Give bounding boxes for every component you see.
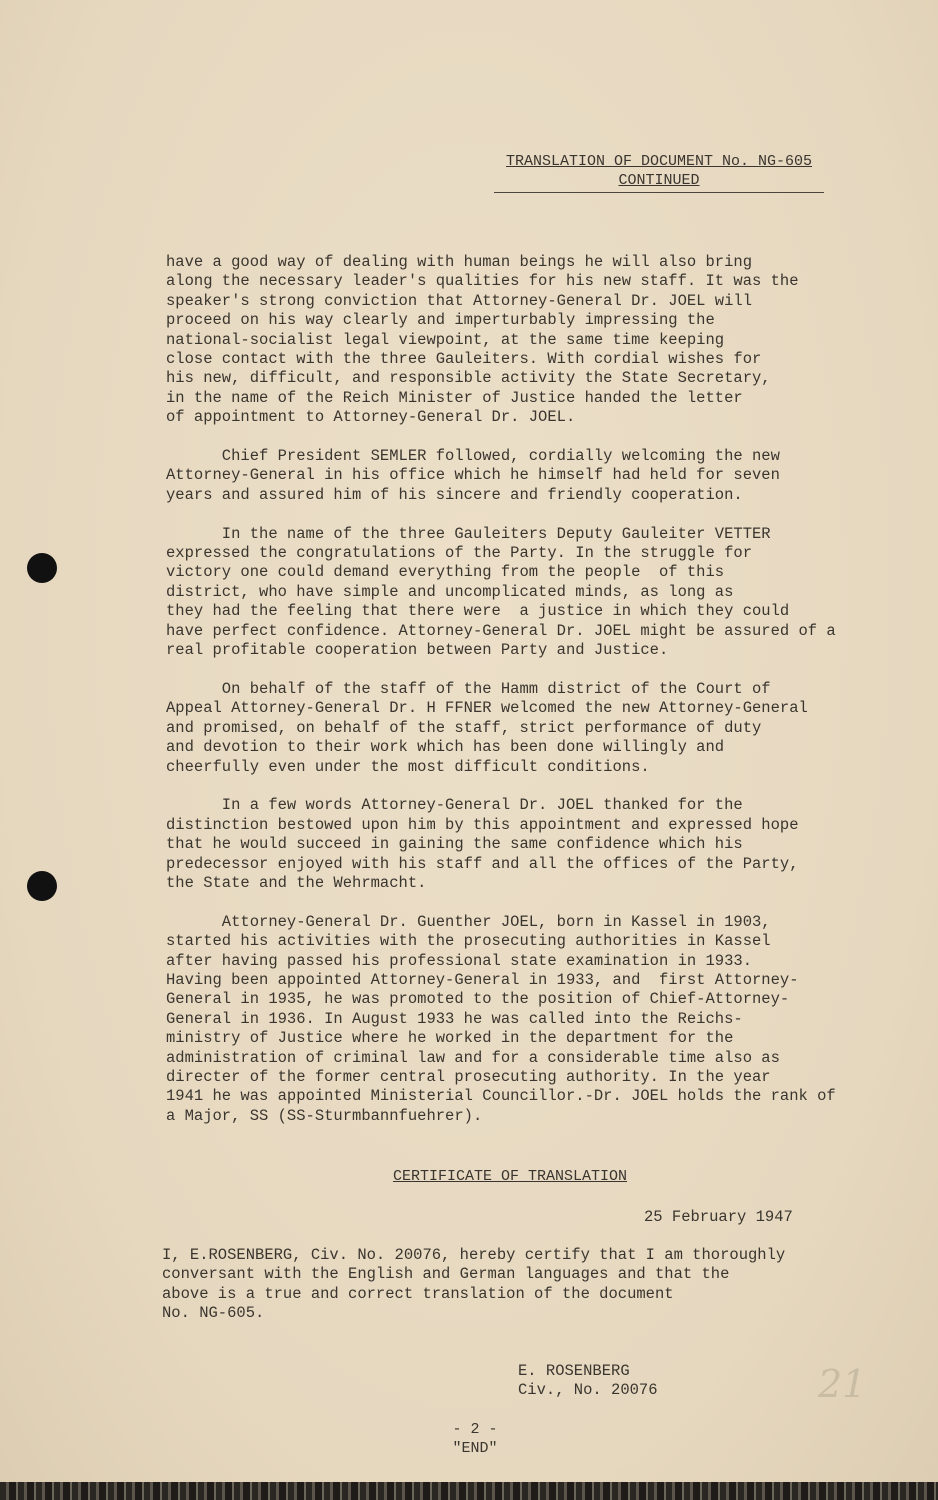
scan-edge-strip (0, 1482, 938, 1500)
document-body (166, 253, 866, 1146)
certificate-title: CERTIFICATE OF TRANSLATION (392, 1168, 628, 1185)
signature-block: E. ROSENBERG Civ., No. 20076 (518, 1362, 658, 1400)
paragraph-6: Attorney-General Dr. Guenther JOEL, born in Kassel in 1903, started his activities with the prosecuting authorities in Kassel after having passed his professional state examination in 1933. Having been appointed Attorney-General in 1933, and first Attorney- General in 1935, he was promoted to the position of Chief-Attorney- General in 1936. In August 1933 he was called into the Reichs- ministry of Justice where he worked in the department for the administration of criminal law and for a considerable time also as directer of the former central prosecuting authority. In the year 1941 he was appointed Ministerial Councillor.-Dr. JOEL holds the rank of a Major, SS (SS-Sturmbannfuehrer). (166, 912, 836, 1125)
page-number: - 2 - (452, 1421, 498, 1438)
handwritten-page-number: 21 (818, 1362, 867, 1406)
end-marker: "END" (452, 1440, 498, 1458)
header-title: TRANSLATION OF DOCUMENT No. NG-605 (505, 153, 813, 170)
paragraph-1: have a good way of dealing with human beings he will also bring along the necessary leader's qualities for his new staff. It was the speaker's strong conviction that Attorney-General Dr. JOEL will proceed on his way clearly and imperturbably impressing the national-socialist legal viewpoint, at the same time keeping close contact with the three Gauleiters. With cordial wishes for his new, difficult, and responsible activity the State Secretary, in the name of the Reich Minister of Justice handed the letter of appointment to Attorney-General Dr. JOEL. (166, 253, 799, 427)
punch-hole-bottom (27, 871, 57, 901)
paragraph-4: On behalf of the staff of the Hamm district of the Court of Appeal Attorney-General Dr. H FFNER welcomed the new Attorney-General and promised, on behalf of the staff, strict performance of duty and devotion to their work which has been done willingly and cheerfully even under the most difficult conditions. (166, 679, 808, 776)
page-footer (430, 1420, 520, 1459)
paragraph-5: In a few words Attorney-General Dr. JOEL thanked for the distinction bestowed upon him by this appointment and expressed hope that he would succeed in gaining the same confidence which his predecessor enjoyed with his staff and all the offices of the Party, the State and the Wehrmacht. (166, 796, 799, 892)
paragraph-3: In the name of the three Gauleiters Deputy Gauleiter VETTER expressed the congratulations of the Party. In the struggle for victory one could demand everything from the people of this district, who have simple and uncomplicated minds, as long as they had the feeling that there were a justice in which they could have perfect confidence. Attorney-General Dr. JOEL might be assured of a real profitable cooperation between Party and Justice. (166, 524, 836, 660)
header-continued: CONTINUED (618, 172, 700, 189)
paragraph-2: Chief President SEMLER followed, cordially welcoming the new Attorney-General in his office which he himself had held for seven years and assured him of his sincere and friendly cooperation. (166, 447, 780, 504)
certificate-date: 25 February 1947 (644, 1208, 793, 1226)
certificate-text: I, E.ROSENBERG, Civ. No. 20076, hereby certify that I am thoroughly conversant with the English and German languages and that the above is a true and correct translation of the document No. NG-605. (162, 1246, 786, 1323)
punch-hole-top (27, 553, 57, 583)
document-header (494, 152, 824, 193)
